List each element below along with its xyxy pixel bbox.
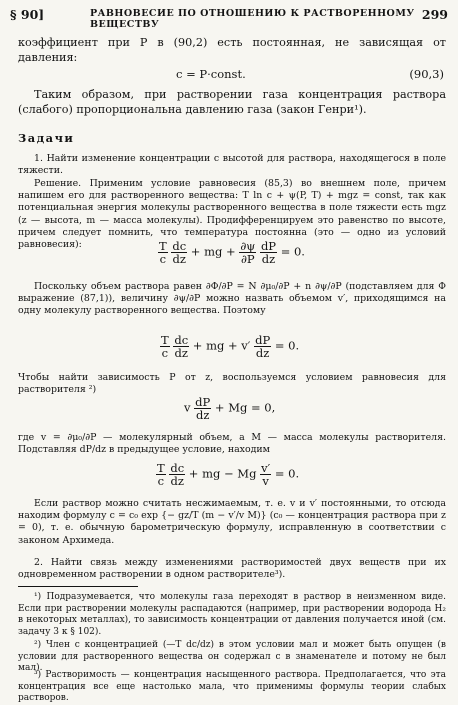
problem-1-statement: 1. Найти изменение концентрации с высотой для раствора, находящегося в поле тяжести.: [18, 153, 446, 177]
footnote-3: ³) Растворимость — концентрация насыщенного раствора. Предполагается, что эта концентрация все еще настолько мала, что применимы формулы теории слабых растворов.: [18, 670, 446, 704]
section-number: § 90]: [10, 7, 45, 22]
equation-number: (90,3): [409, 67, 444, 81]
intro-line: коэффициент при P в (90,2) есть постоянная, не зависящая от давления:: [18, 36, 446, 64]
equation-3: v $\frac{dP}{dz}$ + Mg = 0,: [184, 395, 276, 422]
problem-1-text-4: где v = ∂μ₀/∂P — молекулярный объем, а M — масса молекулы растворителя. Подставляя dP/dz в предыдущее условие, находим: [18, 432, 446, 456]
equation-4: $\frac{T}{c}$ $\frac{dc}{dz}$ + mg − Mg $\frac{v'}{v}$ = 0.: [157, 461, 300, 488]
running-header: [10, 7, 448, 30]
page-number: 299: [421, 7, 448, 22]
problem-1-text-2: Поскольку объем раствора равен ∂Φ/∂P = N ∂μ₀/∂P + n ∂ψ/∂P (подставляем для Φ выражение (87,1)), величину ∂ψ/∂P можно назвать объемом v′, приходящимся на одну молекулу растворенного вещества. Поэтому: [18, 281, 446, 317]
problem-1-text-5: Если раствор можно считать несжимаемым, т. е. v и v′ постоянными, то отсюда находим формулу c = c₀ exp {− gz/T (m − v′/v M)} (c₀ — концентрация раствора при z = 0), т. е. обычную барометрическую формулу, исправленную в соответствии с законом Архимеда.: [18, 498, 446, 546]
problems-heading: Задачи: [18, 131, 75, 145]
running-title: РАВНОВЕСИЕ ПО ОТНОШЕНИЮ К РАСТВОРЕННОМУ ВЕЩЕСТВУ: [90, 8, 415, 30]
henry-law-paragraph: Таким образом, при растворении газа концентрация раствора (слабого) пропорциональна давлению газа (закон Генри¹).: [18, 88, 446, 116]
footnote-divider: [18, 586, 138, 587]
problem-1-solution: Решение. Применим условие равновесия (85,3) во внешнем поле, причем напишем его для растворенного вещества: T ln c + ψ(P, T) + mgz = const, так как потенциальная энергия молекулы растворенного вещества в поле тяжести есть mgz (z — высота, m — масса молекулы). Продифференцируем это равенство по высоте, причем следует помнить, что температура постоянна (это — одно из условий равновесия):: [18, 178, 446, 251]
equation-1: $\frac{T}{c}$ $\frac{dc}{dz}$ + mg + $\frac{\partial\psi}{\partial P}$ $\frac{dP}{dz}$ = 0.: [159, 239, 305, 266]
equation-2: $\frac{T}{c}$ $\frac{dc}{dz}$ + mg + v′ $\frac{dP}{dz}$ = 0.: [161, 333, 300, 360]
equation-90-3: c = P·const.: [176, 67, 246, 81]
problem-1-text-3: Чтобы найти зависимость P от z, воспользуемся условием равновесия для растворителя ²): [18, 372, 446, 396]
footnote-1: ¹) Подразумевается, что молекулы газа переходят в раствор в неизменном виде. Если при растворении молекулы распадаются (например, при растворении водорода H₂ в некоторых металлах), то зависимость концентрации от давления получается иной (см. задачу 3 к § 102).: [18, 592, 446, 637]
footnote-2: ²) Член с концентрацией (—T dc/dz) в этом условии мал и может быть опущен (в условии для растворенного вещества он содержал c в знаменателе и потому не был мал).: [18, 640, 446, 674]
problem-2-statement: 2. Найти связь между изменениями растворимостей двух веществ при их одновременном растворении в одном растворителе³).: [18, 557, 446, 581]
